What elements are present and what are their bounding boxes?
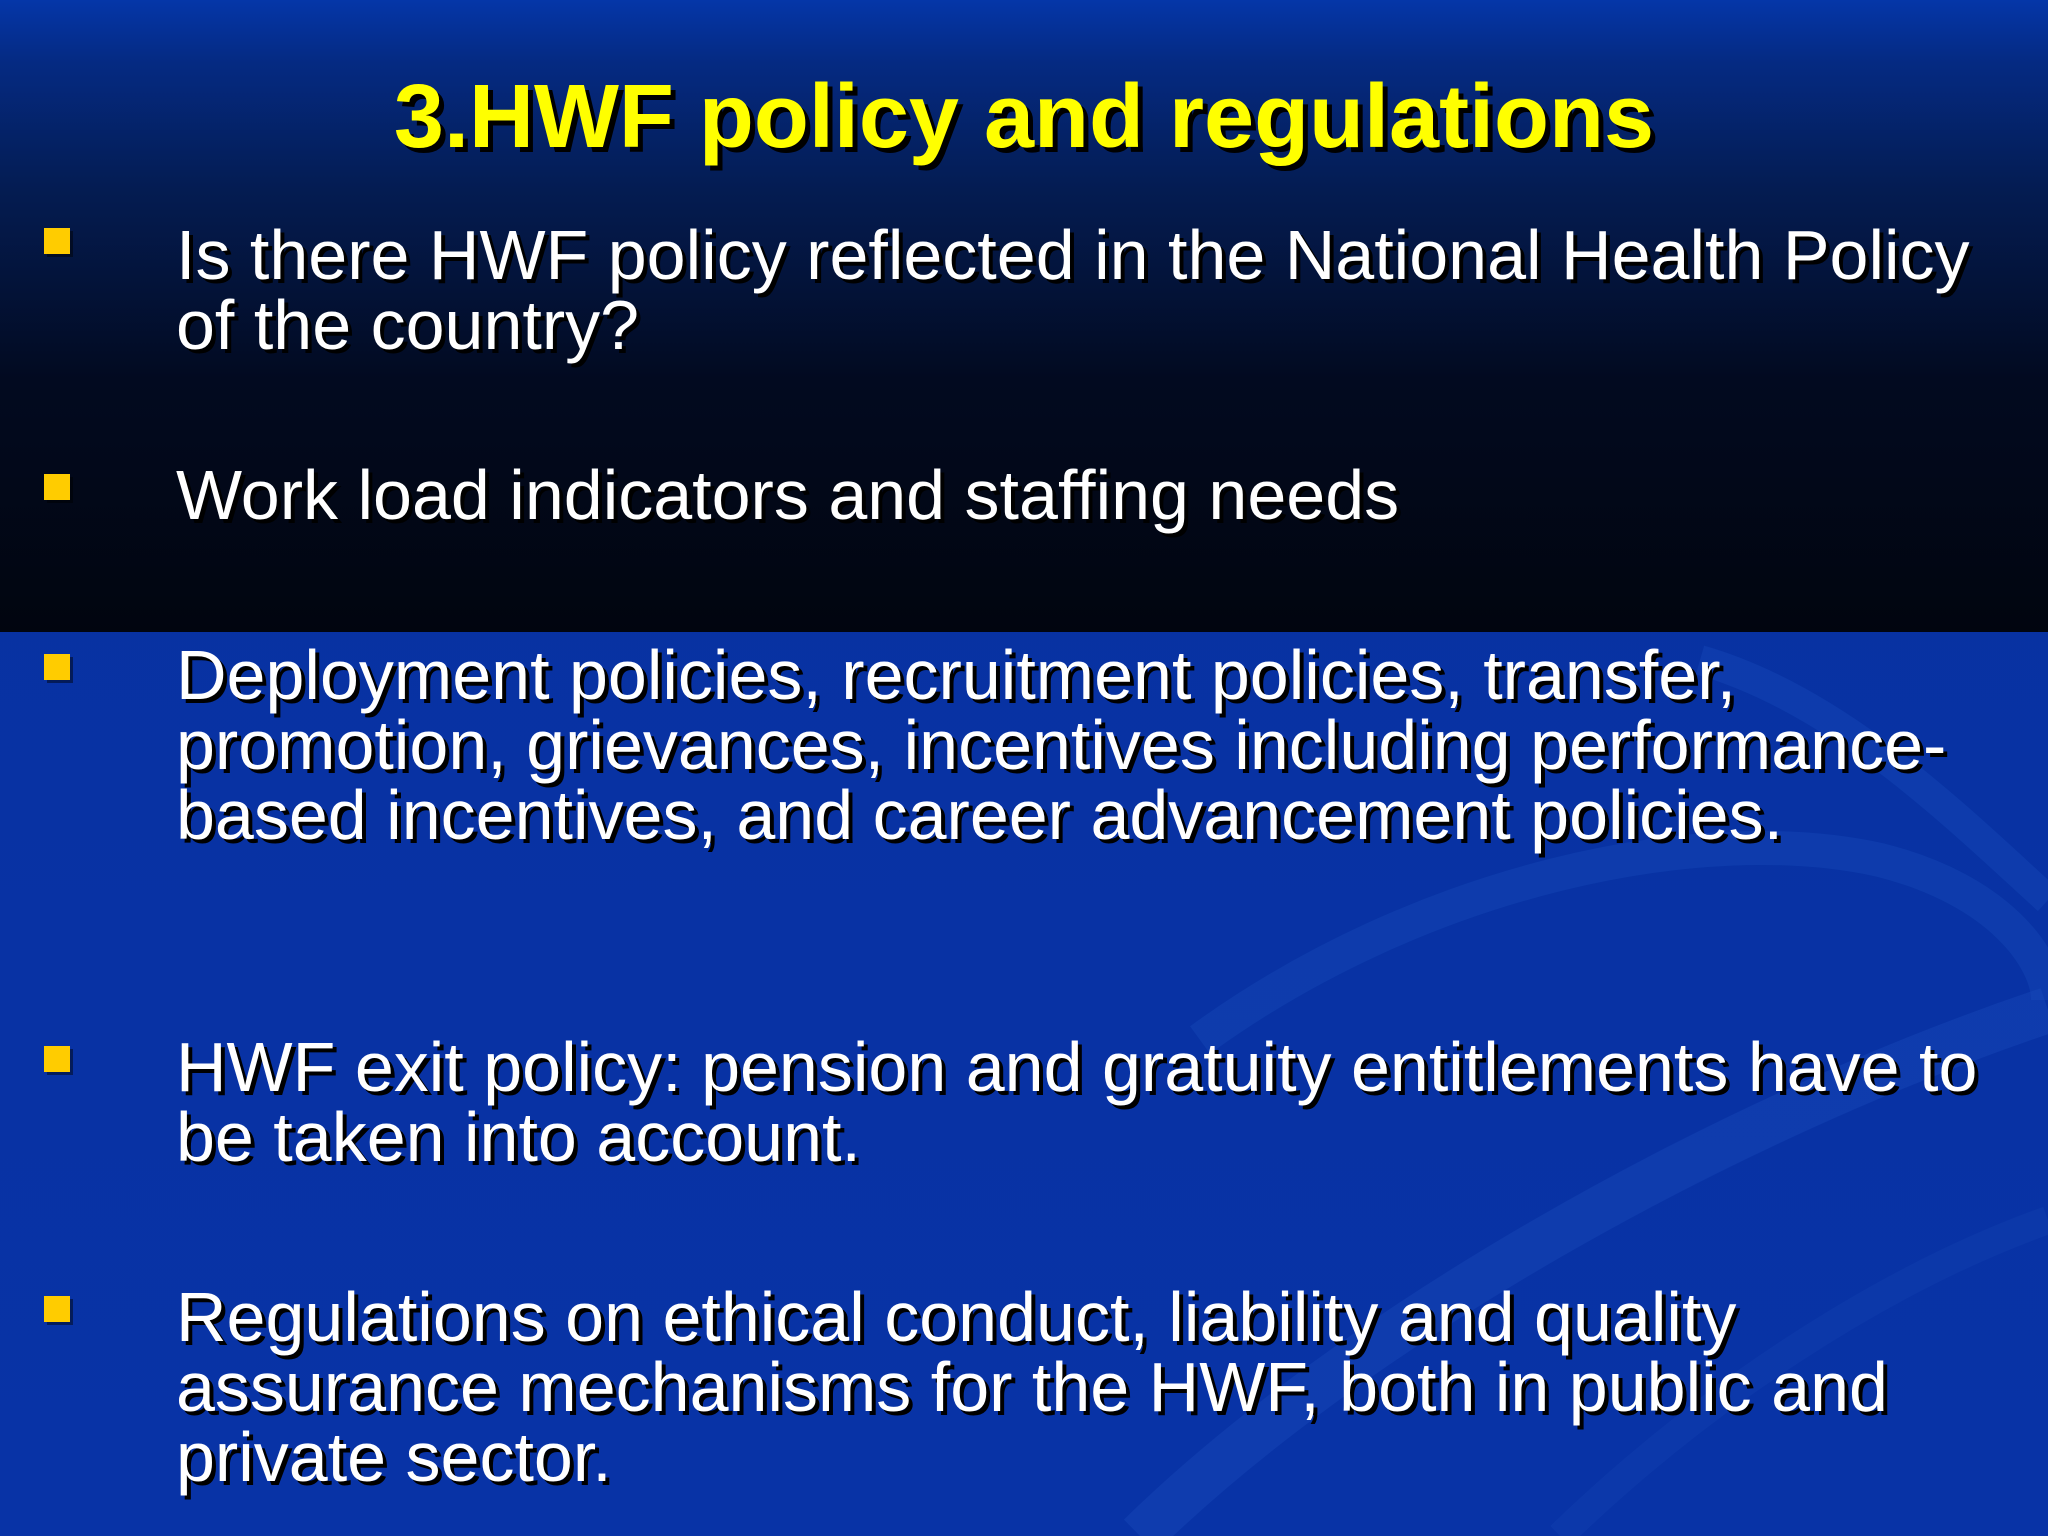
bullet-text: Work load indicators and staffing needs: [176, 456, 1400, 534]
bullet-text: Regulations on ethical conduct, liability and quality assurance mechanisms for the HWF, both in public and private sector.: [176, 1278, 1888, 1496]
square-bullet-icon: [44, 474, 70, 500]
slide-title: 3.HWF policy and regulations: [393, 67, 1655, 167]
square-bullet-icon: [44, 1296, 70, 1322]
bullet-text: HWF exit policy: pension and gratuity entitlements have to be taken into account.: [176, 1028, 1978, 1176]
bullet-text: Is there HWF policy reflected in the National Health Policy of the country?: [176, 216, 1970, 364]
square-bullet-icon: [44, 1046, 70, 1072]
square-bullet-icon: [44, 654, 70, 680]
square-bullet-icon: [44, 228, 70, 254]
bullet-text: Deployment policies, recruitment policies, transfer, promotion, grievances, incentives including performance-based incentives, and career advancement policies.: [176, 636, 1947, 854]
